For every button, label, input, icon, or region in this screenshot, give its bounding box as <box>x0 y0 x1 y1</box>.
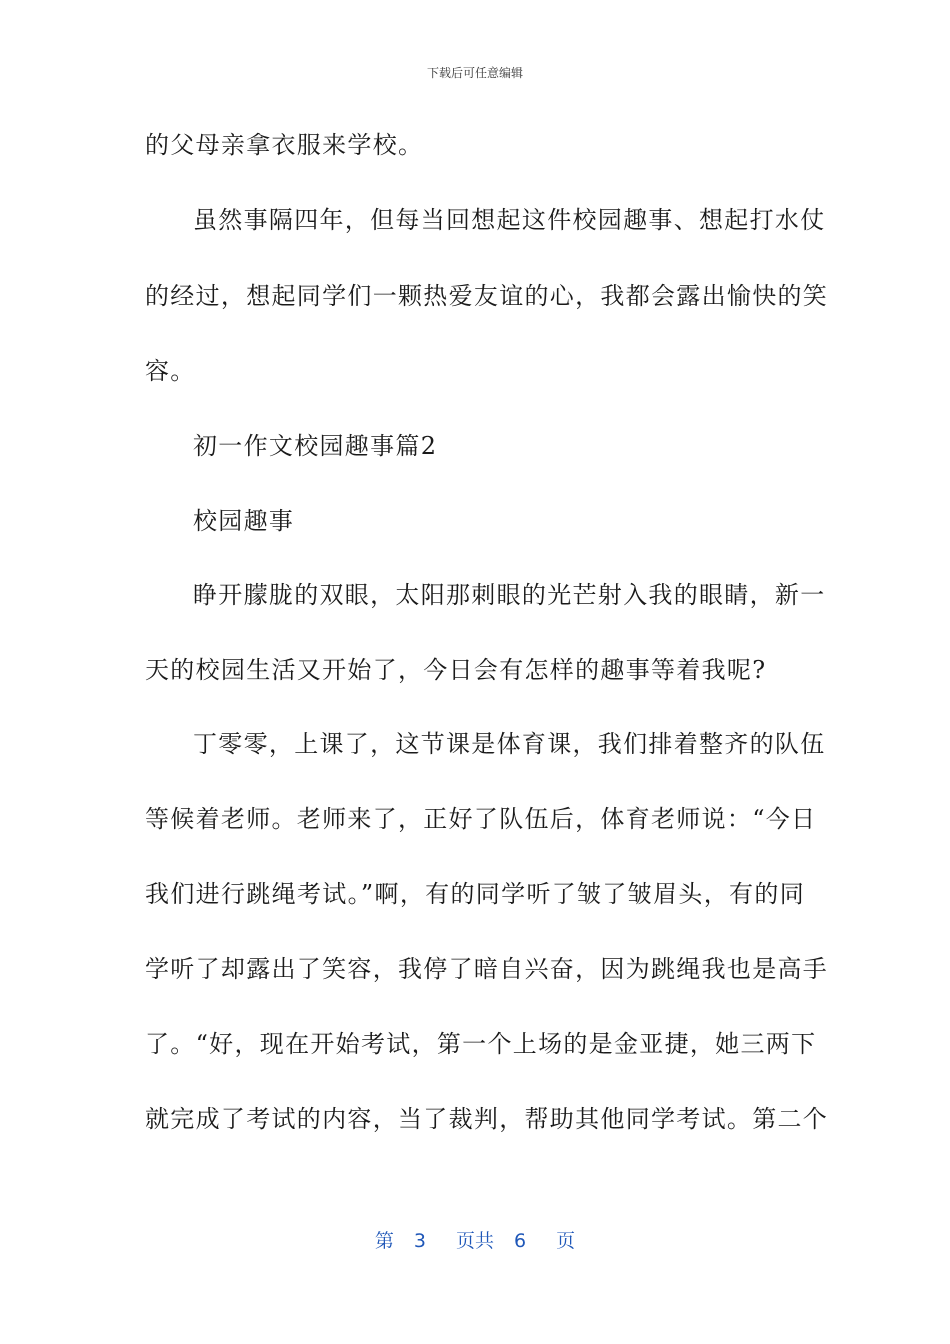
footer-total-pages: 6 <box>514 1230 527 1252</box>
text-line: 丁零零，上课了，这节课是体育课，我们排着整齐的队伍 <box>193 730 826 758</box>
text-line: 睁开朦胧的双眼，太阳那刺眼的光芒射入我的眼睛，新一 <box>193 581 826 609</box>
footer-suffix: 页 <box>556 1230 576 1252</box>
section-subheading: 校园趣事 <box>193 507 295 535</box>
text-line: 容。 <box>145 357 196 385</box>
text-line: 的经过，想起同学们一颗热爱友谊的心，我都会露出愉快的笑 <box>145 282 829 310</box>
footer-prefix: 第 <box>374 1230 394 1252</box>
text-line: 就完成了考试的内容，当了裁判，帮助其他同学考试。第二个 <box>145 1105 829 1133</box>
text-line: 等候着老师。老师来了，正好了队伍后，体育老师说：“今日 <box>145 805 817 833</box>
page-footer <box>0 1226 950 1253</box>
text-line: 虽然事隔四年，但每当回想起这件校园趣事、想起打水仗 <box>193 206 826 234</box>
header-note: 下载后可任意编辑 <box>426 66 523 80</box>
text-line: 学听了却露出了笑容，我停了暗自兴奋，因为跳绳我也是高手 <box>145 955 829 983</box>
footer-middle: 页共 <box>455 1230 494 1252</box>
text-line: 天的校园生活又开始了，今日会有怎样的趣事等着我呢? <box>145 656 767 684</box>
section-heading: 初一作文校园趣事篇2 <box>193 432 438 460</box>
footer-current-page: 3 <box>413 1230 426 1252</box>
text-line: 了。“好，现在开始考试，第一个上场的是金亚捷，她三两下 <box>145 1030 817 1058</box>
text-line: 的父母亲拿衣服来学校。 <box>145 131 424 159</box>
text-line: 我们进行跳绳考试。”啊，有的同学听了皱了皱眉头，有的同 <box>145 880 805 908</box>
